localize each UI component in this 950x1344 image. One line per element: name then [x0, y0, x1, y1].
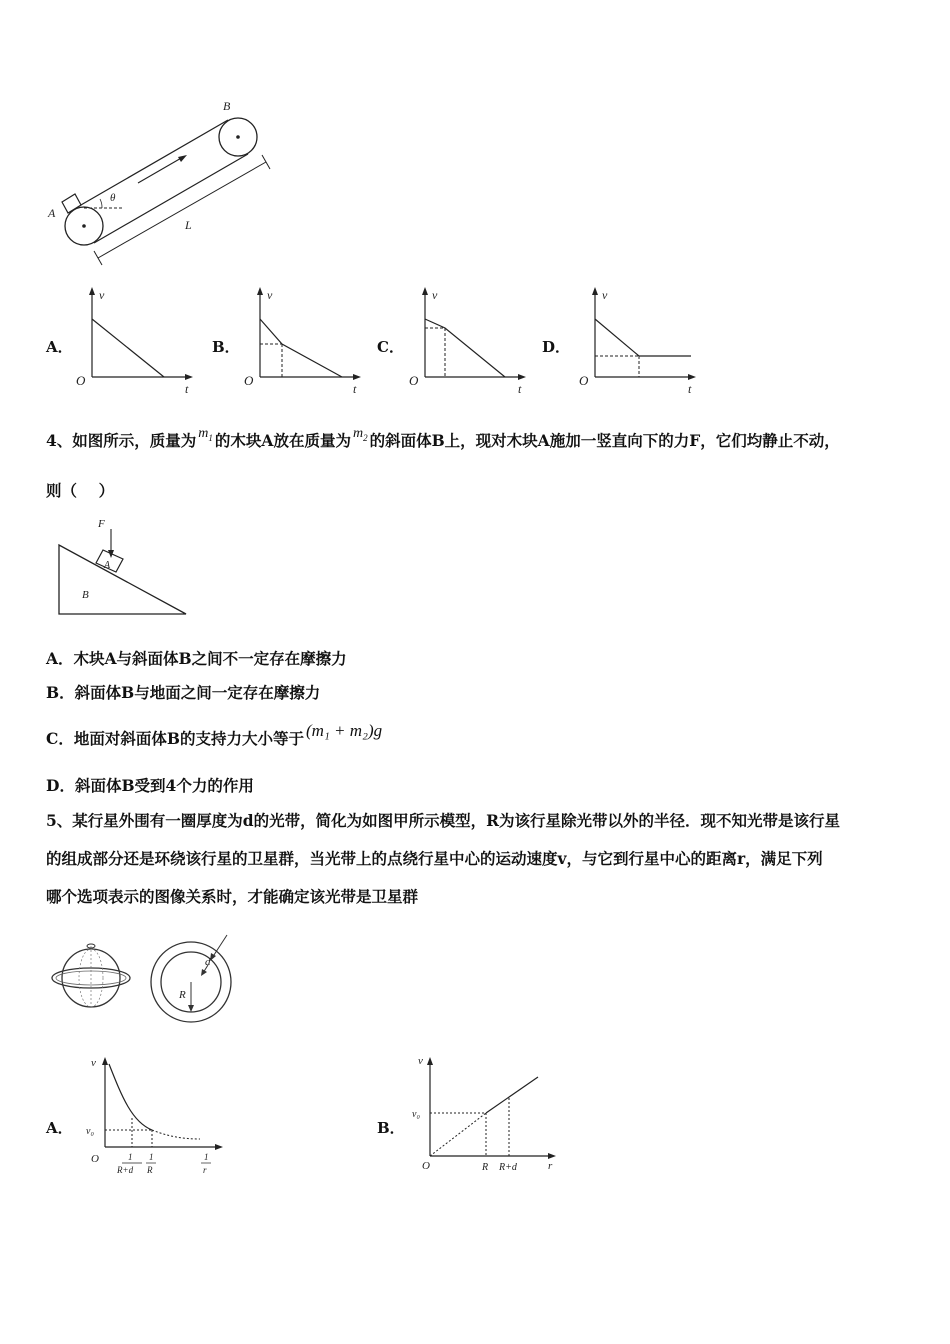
q3-option-B-letter: B．: [212, 338, 240, 356]
q3-option-D-letter: D．: [542, 338, 571, 356]
svg-text:O: O: [76, 373, 86, 388]
incline-figure: [56, 515, 196, 620]
svg-text:O: O: [409, 373, 419, 388]
svg-text:t: t: [185, 382, 189, 396]
svg-text:v: v: [418, 1055, 423, 1067]
svg-text:1: 1: [128, 1152, 133, 1162]
q5-line3: 哪个选项表示的图像关系时，才能确定该光带是卫星群: [46, 887, 419, 906]
svg-text:R: R: [482, 1162, 489, 1173]
svg-text:v: v: [267, 288, 273, 302]
q3-option-A-letter: A．: [46, 338, 73, 356]
q4-option-C[interactable]: C．地面对斜面体B的支持力大小等于 (m₁ + m₂)g: [46, 721, 383, 748]
q4-option-D[interactable]: D．斜面体B受到4个力的作用: [46, 776, 254, 795]
svg-text:r: r: [203, 1165, 207, 1175]
vt-graph-B: [240, 285, 365, 395]
q4-line2: 则（ ）: [46, 481, 115, 500]
svg-text:v: v: [91, 1057, 96, 1069]
label-B: B: [223, 99, 231, 113]
svg-text:O: O: [244, 373, 254, 388]
q4-option-B[interactable]: B．斜面体B与地面之间一定存在摩擦力: [46, 683, 321, 702]
svg-text:O: O: [91, 1153, 99, 1165]
svg-text:O: O: [422, 1160, 430, 1172]
svg-text:F: F: [98, 518, 105, 530]
line-solid: [486, 1077, 538, 1113]
svg-text:v: v: [432, 288, 438, 302]
svg-text:v₀: v₀: [86, 1126, 94, 1137]
q5-graph-A: [82, 1052, 227, 1182]
svg-text:t: t: [688, 382, 692, 396]
label-A: A: [48, 206, 56, 220]
svg-text:t: t: [353, 382, 357, 396]
svg-text:R: R: [179, 989, 186, 1001]
svg-text:A: A: [104, 560, 111, 571]
block-A: [62, 194, 81, 213]
motion-arrow: [138, 157, 183, 183]
q5-line2: 的组成部分还是环绕该行星的卫星群，当光带上的点绕行星中心的运动速度v，与它到行星中心的距离r，满足下列: [46, 849, 823, 868]
q5-graph-B: [410, 1052, 560, 1177]
q4-option-A[interactable]: A．木块A与斜面体B之间不一定存在摩擦力: [46, 649, 347, 668]
vt-graph-D: [575, 285, 700, 395]
belt-bottom: [94, 154, 248, 243]
incline-B: [59, 545, 186, 614]
svg-text:R: R: [147, 1165, 153, 1175]
svg-text:R+d: R+d: [499, 1162, 517, 1173]
conveyor-figure: [40, 95, 280, 270]
svg-text:t: t: [518, 382, 522, 396]
svg-text:v: v: [602, 288, 608, 302]
curve-solid: [109, 1064, 152, 1130]
label-L: L: [185, 218, 192, 232]
svg-text:1: 1: [149, 1152, 154, 1162]
vt-graph-C: [405, 285, 530, 395]
svg-text:R+d: R+d: [117, 1165, 134, 1175]
label-theta: θ: [110, 192, 116, 204]
q5-line1: 5、某行星外围有一圈厚度为d的光带，简化为如图甲所示模型，R为该行星除光带以外的半径．现不知光带是该行星: [46, 811, 841, 830]
vt-graph-A: [72, 285, 197, 395]
q3-option-C-letter: C．: [377, 338, 404, 356]
svg-text:v₀: v₀: [412, 1109, 420, 1120]
line-dashed: [430, 1113, 486, 1156]
q5-option-A-letter[interactable]: A．: [46, 1119, 73, 1137]
svg-text:v: v: [99, 288, 105, 302]
length-dimension: [98, 162, 266, 258]
curve-dotted: [152, 1130, 200, 1139]
svg-text:d: d: [205, 956, 211, 968]
q4-line1: 4、如图所示，质量为 $m_1$ 的木块A放在质量为 $m_2$ 的斜面体B上，现对木块A施加一竖直向下的力F，它们均静止不动，: [46, 426, 840, 450]
svg-text:1: 1: [204, 1152, 209, 1162]
belt-top: [74, 120, 228, 209]
planet-figure: [50, 940, 140, 1020]
svg-text:r: r: [548, 1160, 553, 1172]
ring-figure: [145, 930, 245, 1025]
svg-text:O: O: [579, 373, 589, 388]
q4-option-C-formula: (m₁ + m₂)g: [305, 721, 383, 740]
q5-option-B-letter[interactable]: B．: [377, 1119, 405, 1137]
svg-text:B: B: [82, 589, 89, 601]
